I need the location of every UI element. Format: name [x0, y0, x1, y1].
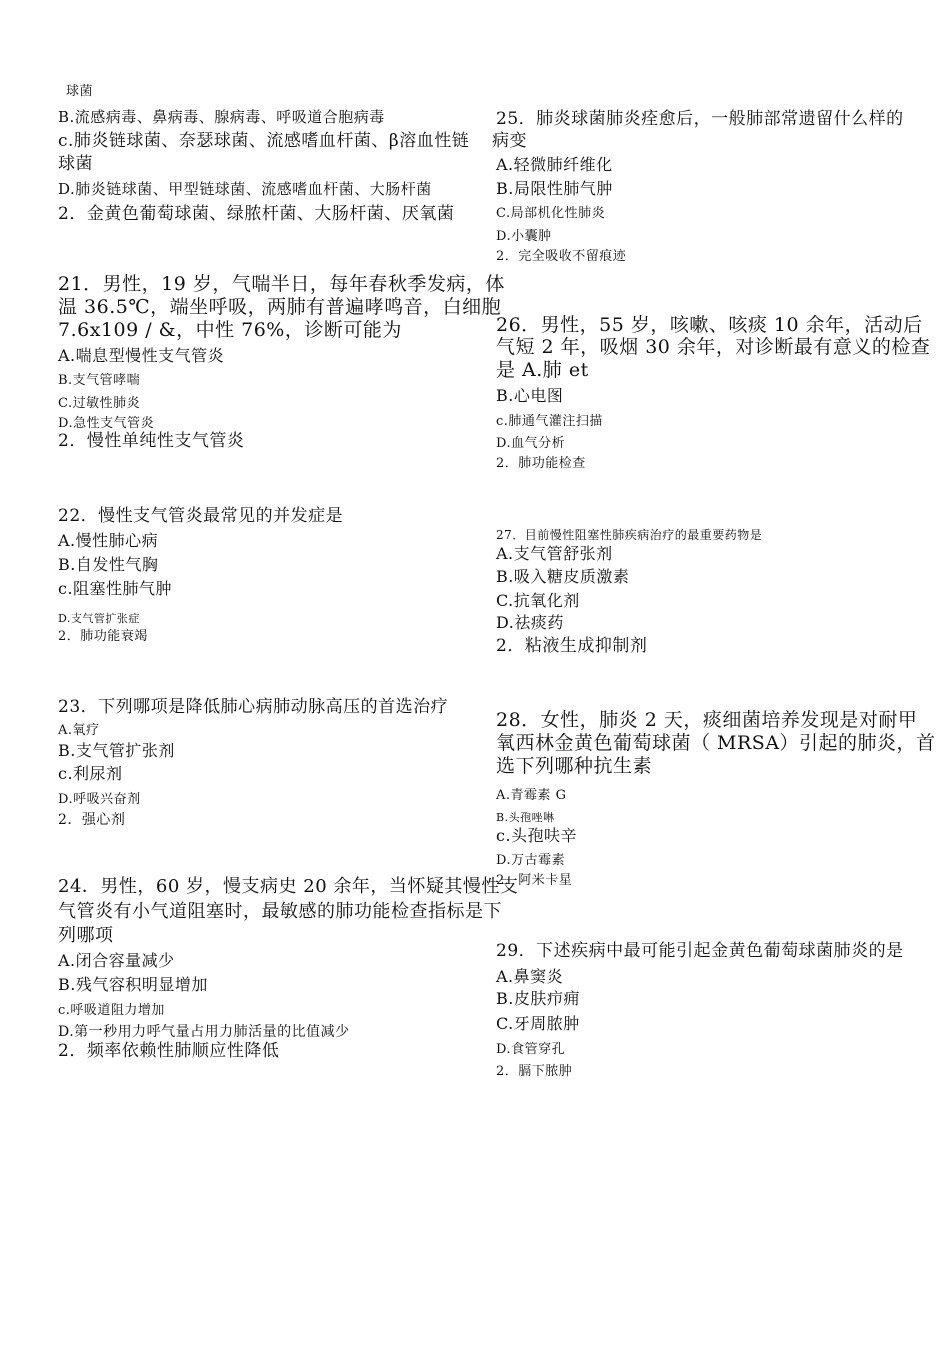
- text-line: c.呼吸道阻力增加: [58, 1002, 165, 1018]
- text-line: C.牙周脓肿: [496, 1014, 580, 1034]
- text-line: c.阻塞性肺气肿: [58, 579, 173, 599]
- text-line: B.自发性气胸: [58, 555, 159, 575]
- text-line: D.小囊肿: [496, 228, 552, 244]
- text-line: D.食管穿孔: [496, 1041, 566, 1057]
- text-line: 列哪项: [58, 925, 114, 947]
- text-line: D.第一秒用力呼气量占用力肺活量的比值减少: [58, 1024, 350, 1041]
- text-line: 25．肺炎球菌肺炎痊愈后，一般肺部常遗留什么样的: [496, 108, 904, 129]
- text-line: B.心电图: [496, 386, 564, 406]
- text-line: A.青霉素 G: [496, 787, 567, 803]
- text-line: 26．男性，55 岁，咳嗽、咳痰 10 余年，活动后: [496, 313, 923, 336]
- text-line: 是 A.肺 et: [496, 358, 589, 381]
- text-line: 气管炎有小气道阻塞时，最敏感的肺功能检查指标是下: [58, 901, 502, 923]
- text-line: 2．粘液生成抑制剂: [496, 635, 648, 656]
- text-line: A.支气管舒张剂: [496, 544, 613, 564]
- text-line: A.鼻窦炎: [496, 967, 564, 987]
- text-line: B.头孢唑啉: [496, 810, 555, 824]
- text-line: D.急性支气管炎: [58, 415, 155, 431]
- text-line: B.残气容积明显增加: [58, 975, 208, 995]
- text-line: c.肺通气灌注扫描: [496, 413, 603, 429]
- text-line: 23．下列哪项是降低肺心病肺动脉高压的首选治疗: [58, 696, 449, 717]
- text-line: B.吸入糖皮质激素: [496, 567, 630, 587]
- text-line: B.支气管扩张剂: [58, 741, 175, 761]
- text-line: 球菌: [58, 153, 93, 174]
- text-line: 气短 2 年，吸烟 30 余年，对诊断最有意义的检查: [496, 335, 931, 358]
- text-line: 氧西林金黄色葡萄球菌（ MRSA）引起的肺炎，首: [496, 731, 936, 754]
- text-line: c.肺炎链球菌、奈瑟球菌、流感嗜血杆菌、β溶血性链: [58, 130, 470, 151]
- text-line: 7.6x109 / &，中性 76%，诊断可能为: [58, 318, 402, 341]
- text-line: A.喘息型慢性支气管炎: [58, 346, 225, 366]
- text-line: 21．男性，19 岁，气喘半日，每年春秋季发病，体: [58, 272, 505, 295]
- text-line: D.支气管扩张症: [58, 611, 140, 625]
- text-line: 27．目前慢性阻塞性肺疾病治疗的最重要药物是: [496, 528, 763, 543]
- text-line: D.万古霉素: [496, 852, 566, 868]
- text-line: 温 36.5℃，端坐呼吸，两肺有普遍哮鸣音，白细胞: [58, 295, 502, 318]
- text-line: 29．下述疾病中最可能引起金黄色葡萄球菌肺炎的是: [496, 940, 904, 961]
- text-line: 2．强心剂: [58, 812, 126, 829]
- text-line: 选下列哪种抗生素: [496, 754, 653, 777]
- text-line: D.呼吸兴奋剂: [58, 791, 141, 807]
- text-line: D.祛痰药: [496, 613, 564, 633]
- text-line: c.头孢呋辛: [496, 826, 578, 846]
- text-line: 24．男性，60 岁，慢支病史 20 余年，当怀疑其慢性支: [58, 876, 519, 898]
- text-line: B.流感病毒、鼻病毒、腺病毒、呼吸道合胞病毒: [58, 107, 385, 126]
- text-line: C.局部机化性肺炎: [496, 205, 606, 221]
- text-line: C.抗氧化剂: [496, 591, 580, 611]
- text-line: 2．金黄色葡萄球菌、绿脓杆菌、大肠杆菌、厌氧菌: [58, 203, 455, 224]
- text-line: 2．完全吸收不留痕迹: [496, 248, 627, 264]
- text-line: 病变: [492, 130, 527, 151]
- text-line: B.支气管哮喘: [58, 372, 141, 388]
- text-line: 球菌: [66, 83, 94, 99]
- text-line: D.血气分析: [496, 435, 566, 451]
- text-line: c.利尿剂: [58, 764, 123, 784]
- text-line: A.慢性肺心病: [58, 531, 159, 551]
- text-line: C.过敏性肺炎: [58, 395, 141, 411]
- text-line: A.氧疗: [58, 722, 100, 738]
- text-line: B.皮肤疖痈: [496, 989, 580, 1009]
- text-line: B.局限性肺气肿: [496, 179, 613, 199]
- text-line: A.轻微肺纤维化: [496, 155, 613, 175]
- text-line: 2．阿米卡星: [496, 872, 573, 888]
- text-line: D.肺炎链球菌、甲型链球菌、流感嗜血杆菌、大肠杆菌: [58, 179, 432, 198]
- text-line: A.闭合容量减少: [58, 951, 175, 971]
- text-line: 22．慢性支气管炎最常见的并发症是: [58, 505, 344, 526]
- text-line: 2．肺功能衰竭: [58, 628, 148, 644]
- text-line: 2．膈下脓肿: [496, 1063, 573, 1079]
- text-line: 2．肺功能检查: [496, 455, 586, 471]
- text-line: 2．慢性单纯性支气管炎: [58, 430, 245, 451]
- text-line: 2．频率依赖性肺顺应性降低: [58, 1040, 280, 1061]
- text-line: 28．女性，肺炎 2 天，痰细菌培养发现是对耐甲: [496, 708, 918, 731]
